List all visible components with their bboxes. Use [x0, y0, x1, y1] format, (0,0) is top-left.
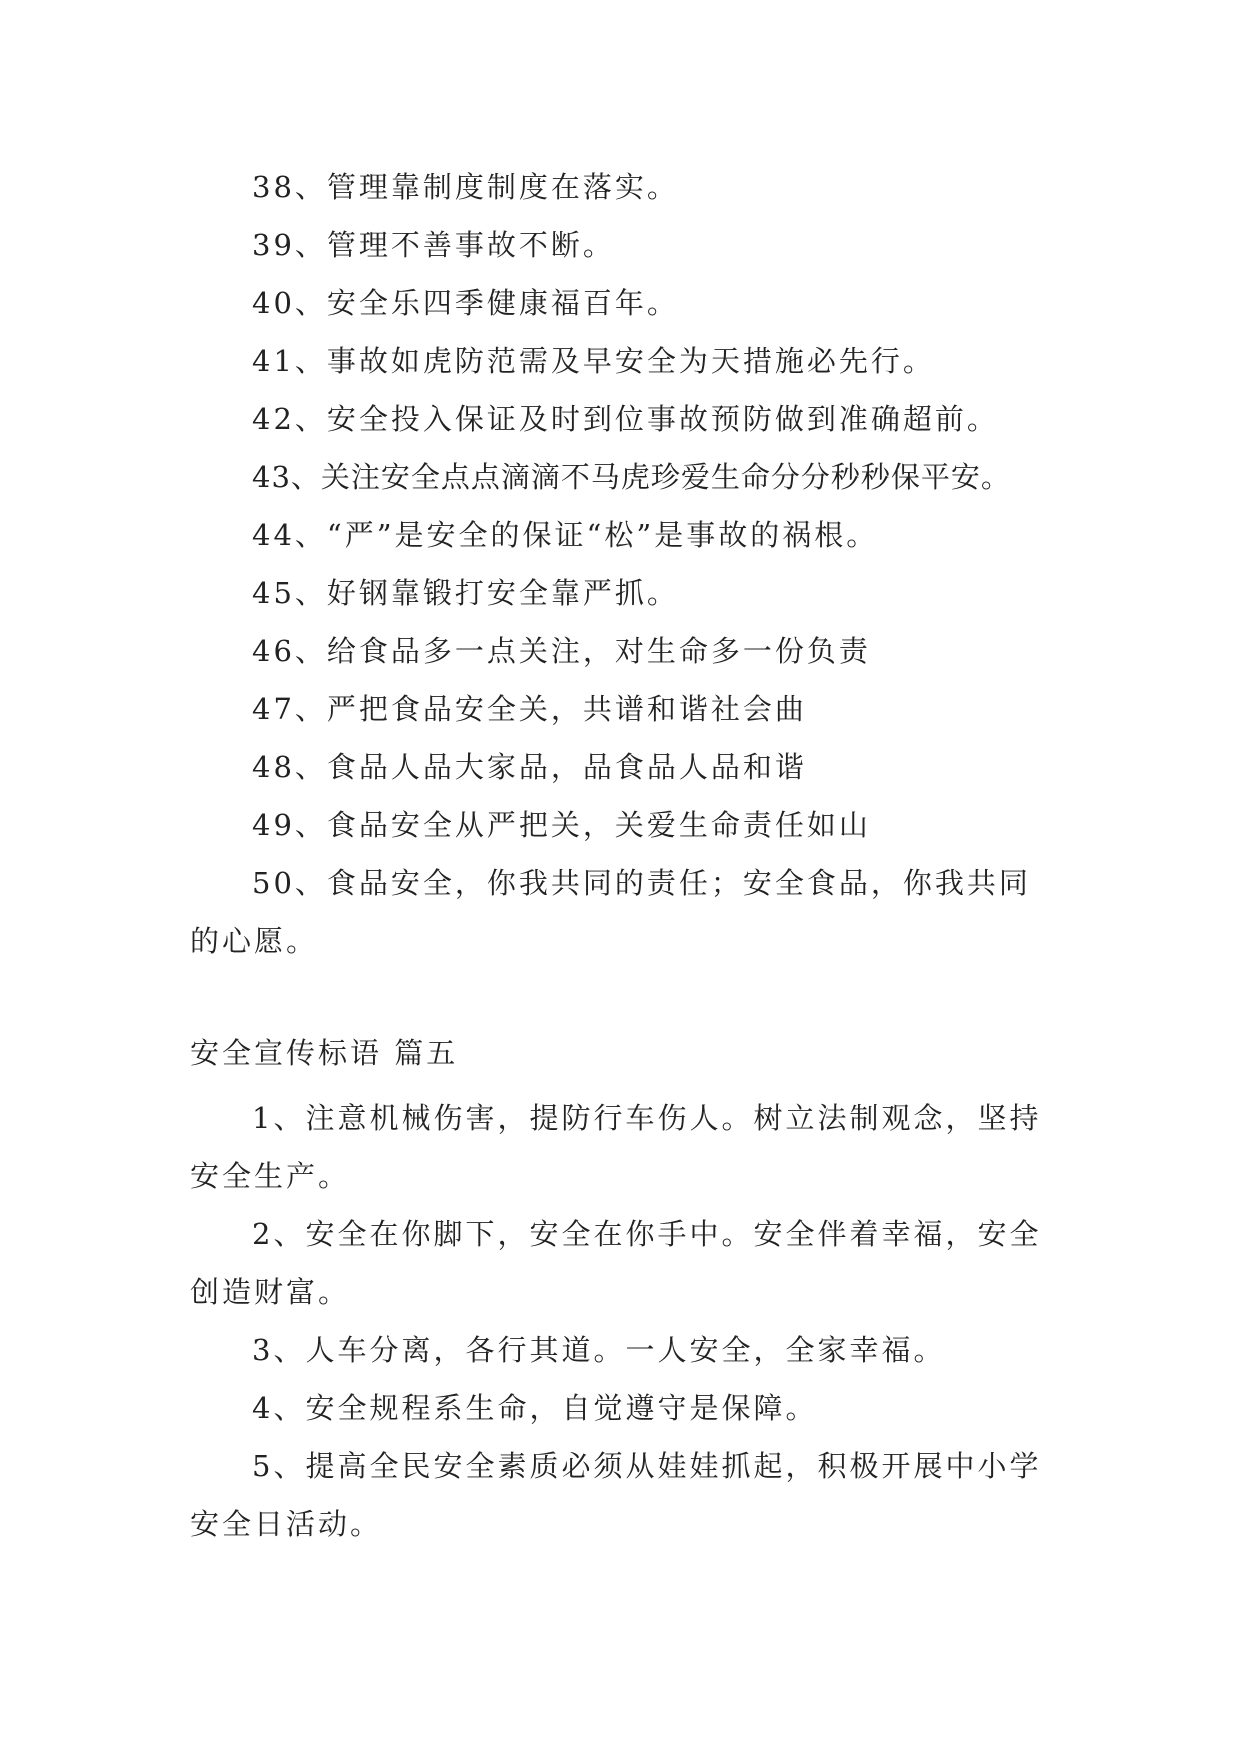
- slogan-48: 48、食品人品大家品，品食品人品和谐: [252, 750, 807, 784]
- slogan-41: 41、事故如虎防范需及早安全为天措施必先行。: [252, 344, 935, 378]
- slogan-5: 5、提高全民安全素质必须从娃娃抓起，积极开展中小学安全日活动。: [190, 1449, 1042, 1541]
- slogan-49: 49、食品安全从严把关，关爱生命责任如山: [252, 808, 871, 842]
- slogan-list-part-five: [190, 1089, 1052, 1553]
- slogan-43: 43、关注安全点点滴滴不马虎珍爱生命分分秒秒保平安。: [252, 460, 1011, 494]
- slogan-44: 44、“严”是安全的保证“松”是事故的祸根。: [252, 518, 879, 552]
- slogan-45: 45、好钢靠锻打安全靠严抓。: [252, 576, 679, 610]
- slogan-38: 38、管理靠制度制度在落实。: [252, 170, 679, 204]
- slogan-46: 46、给食品多一点关注，对生命多一份负责: [252, 634, 871, 668]
- slogan-4: 4、安全规程系生命，自觉遵守是保障。: [252, 1391, 818, 1425]
- slogan-2: 2、安全在你脚下，安全在你手中。安全伴着幸福，安全创造财富。: [190, 1217, 1042, 1309]
- slogan-1: 1、注意机械伤害，提防行车伤人。树立法制观念，坚持安全生产。: [190, 1101, 1042, 1193]
- slogan-42: 42、安全投入保证及时到位事故预防做到准确超前。: [252, 402, 999, 436]
- slogan-3: 3、人车分离，各行其道。一人安全，全家幸福。: [252, 1333, 946, 1367]
- slogan-47: 47、严把食品安全关，共谱和谐社会曲: [252, 692, 807, 726]
- slogan-40: 40、安全乐四季健康福百年。: [252, 286, 679, 320]
- section-heading: 安全宣传标语 篇五: [190, 1036, 459, 1070]
- slogan-50: 50、食品安全，你我共同的责任；安全食品，你我共同的心愿。: [190, 866, 1031, 958]
- slogan-list-continued: [190, 158, 1052, 970]
- slogan-39: 39、管理不善事故不断。: [252, 228, 615, 262]
